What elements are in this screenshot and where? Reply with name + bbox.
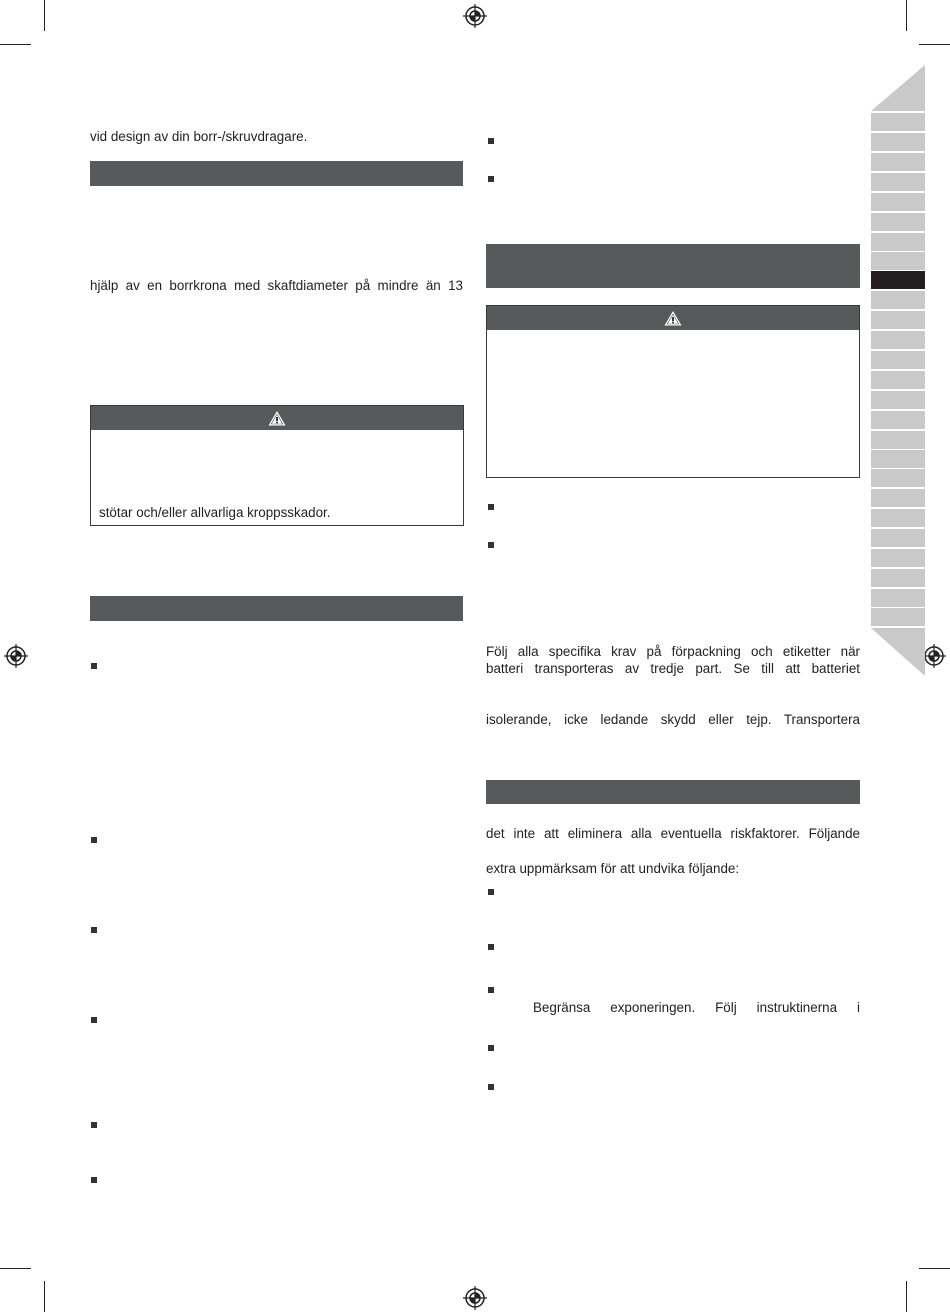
- square-bullet-icon: [91, 1122, 97, 1128]
- square-bullet-icon: [488, 138, 494, 144]
- section-header-bar: [90, 596, 463, 621]
- square-bullet-icon: [91, 1017, 97, 1023]
- crop-mark: [44, 1281, 45, 1312]
- language-tab[interactable]: [871, 411, 925, 429]
- warning-text: stötar och/eller allvarliga kroppsskador.: [99, 505, 331, 520]
- crop-mark: [44, 0, 45, 31]
- risk-line-1: det inte att eliminera alla eventuella riskfaktorer. Följande: [486, 826, 860, 841]
- square-bullet-icon: [91, 663, 97, 669]
- crop-mark: [919, 1268, 950, 1269]
- language-tab[interactable]: [871, 113, 925, 131]
- square-bullet-icon: [91, 837, 97, 843]
- language-tab[interactable]: [871, 391, 925, 409]
- square-bullet-icon: [488, 987, 494, 993]
- tab-strip-top-wedge: [871, 65, 925, 111]
- square-bullet-icon: [488, 542, 494, 548]
- language-tab[interactable]: [871, 371, 925, 389]
- language-tab[interactable]: [871, 311, 925, 329]
- crop-mark: [919, 44, 950, 45]
- crop-mark: [0, 44, 31, 45]
- language-tab[interactable]: [871, 489, 925, 507]
- warning-triangle-icon: [664, 310, 682, 326]
- language-tab[interactable]: [871, 431, 925, 449]
- language-tab[interactable]: [871, 291, 925, 309]
- transport-line-2: batteri transporteras av tredje part. Se till att batteriet: [486, 661, 860, 676]
- language-tab[interactable]: [871, 133, 925, 151]
- warning-box: [486, 305, 860, 478]
- intro-line: vid design av din borr-/skruvdragare.: [90, 129, 308, 144]
- language-tab[interactable]: [871, 213, 925, 231]
- square-bullet-icon: [488, 1084, 494, 1090]
- registration-mark-icon: [922, 644, 946, 668]
- language-tab[interactable]: [871, 450, 925, 468]
- square-bullet-icon: [91, 927, 97, 933]
- section-header-bar: [486, 244, 860, 288]
- risk-line-2: extra uppmärksam för att undvika följande:: [486, 861, 740, 876]
- crop-mark: [0, 1268, 31, 1269]
- tab-strip-bottom-wedge: [871, 628, 925, 676]
- language-tab[interactable]: [871, 193, 925, 211]
- registration-mark-icon: [463, 4, 487, 28]
- section-header-bar: [486, 780, 860, 804]
- language-tab-active[interactable]: [871, 271, 925, 289]
- square-bullet-icon: [488, 1045, 494, 1051]
- registration-mark-icon: [4, 644, 28, 668]
- section-header-bar: [90, 161, 463, 186]
- square-bullet-icon: [488, 944, 494, 950]
- language-tab[interactable]: [871, 589, 925, 607]
- language-tab[interactable]: [871, 569, 925, 587]
- language-tab[interactable]: [871, 608, 925, 626]
- warning-box-header: [91, 406, 463, 430]
- language-tab[interactable]: [871, 233, 925, 251]
- language-tab[interactable]: [871, 173, 925, 191]
- exposure-line: Begränsa exponeringen. Följ instruktinerna i: [533, 1000, 860, 1015]
- transport-line-1: Följ alla specifika krav på förpackning och etiketter när: [486, 644, 860, 659]
- crop-mark: [906, 0, 907, 31]
- language-tab[interactable]: [871, 153, 925, 171]
- language-tab[interactable]: [871, 509, 925, 527]
- transport-line-3: isolerande, icke ledande skydd eller tejp. Transportera: [486, 712, 860, 727]
- warning-box: [90, 405, 464, 526]
- square-bullet-icon: [488, 176, 494, 182]
- warning-box-header: [487, 306, 859, 330]
- language-tab[interactable]: [871, 469, 925, 487]
- crop-mark: [906, 1281, 907, 1312]
- square-bullet-icon: [488, 889, 494, 895]
- drill-line: hjälp av en borrkrona med skaftdiameter på mindre än 13: [90, 278, 463, 293]
- registration-mark-icon: [463, 1286, 487, 1310]
- language-tab[interactable]: [871, 331, 925, 349]
- warning-triangle-icon: [268, 410, 286, 426]
- square-bullet-icon: [488, 504, 494, 510]
- language-tab[interactable]: [871, 549, 925, 567]
- language-tab[interactable]: [871, 351, 925, 369]
- language-tab[interactable]: [871, 529, 925, 547]
- language-tab[interactable]: [871, 252, 925, 270]
- square-bullet-icon: [91, 1177, 97, 1183]
